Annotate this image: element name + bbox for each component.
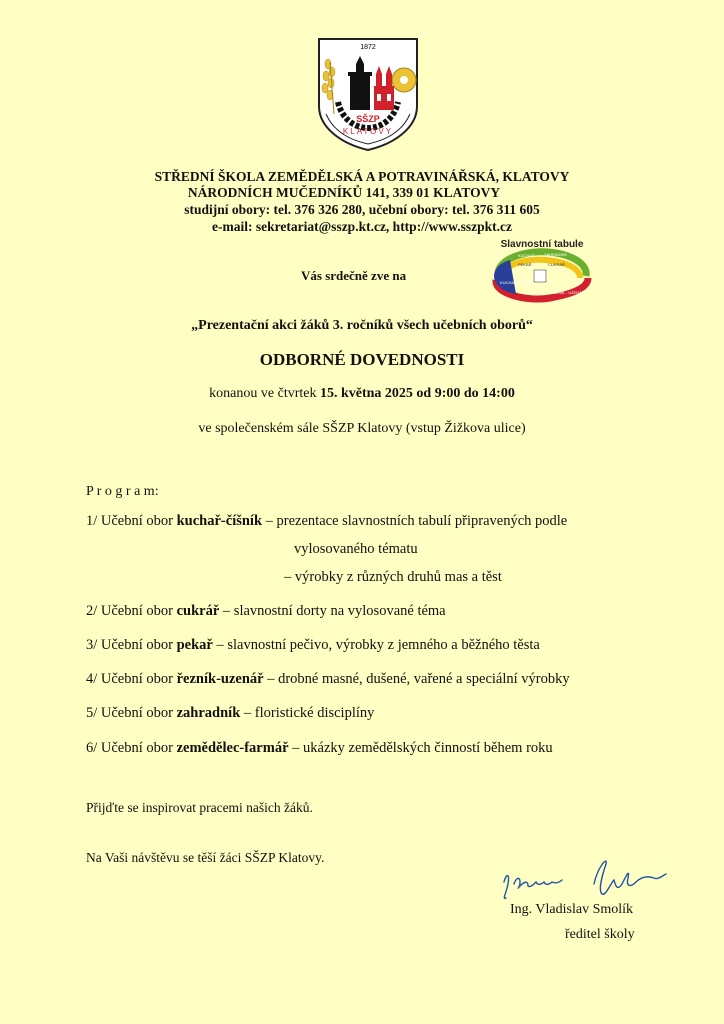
invite-text: Vás srdečně zve na [301, 268, 407, 283]
program-label: P r o g r a m: [86, 484, 159, 499]
svg-text:PEKAŘ: PEKAŘ [518, 262, 532, 267]
school-contact: e-mail: sekretariat@sszp.kt.cz, http://www.sszpkt.cz [212, 219, 512, 234]
svg-text:Slavnostní tabule: Slavnostní tabule [500, 239, 584, 250]
signatory-name: Ing. Vladislav Smolík [510, 902, 634, 917]
event-title: ODBORNÉ DOVEDNOSTI [259, 350, 465, 369]
svg-text:KUCHAŘ - ČÍŠNÍK: KUCHAŘ - ČÍŠNÍK [500, 280, 534, 285]
svg-text:CUKRÁŘ: CUKRÁŘ [548, 262, 565, 267]
school-name: STŘEDNÍ ŠKOLA ZEMĚDĚLSKÁ A POTRAVINÁŘSKÁ, KLATOVY [154, 169, 570, 184]
program-item-3: 3/ Učební obor pekař – slavnostní pečivo, výrobky z jemného a běžného těsta [86, 637, 540, 653]
closing-invite: Přijďte se inspirovat pracemi našich žáků. [86, 800, 313, 815]
program-item-1: 1/ Učební obor kuchař-číšník – prezentace slavnostních tabulí připravených podle [86, 513, 568, 529]
crest-name: SŠZP [356, 114, 380, 124]
program-item-6: 6/ Učební obor zemědělec-farmář – ukázky zemědělských činností během roku [86, 740, 553, 756]
event-date [0, 386, 724, 402]
program-item-1-cont2: – výrobky z různých druhů mas a těst [284, 569, 502, 585]
school-address: NÁRODNÍCH MUČEDNÍKŮ 141, 339 01 KLATOVY [187, 185, 501, 200]
program-item-1-cont1: vylosovaného tématu [294, 541, 418, 557]
slavnostni-tabule-logo [488, 236, 596, 306]
program-item-2: 2/ Učební obor cukrář – slavnostní dorty na vylosované téma [86, 603, 446, 619]
handwritten-signature [498, 854, 668, 906]
event-venue: ve společenském sále SŠZP Klatovy (vstup Žižkova ulice) [198, 421, 526, 436]
school-phones: studijní obory: tel. 376 326 280, učební obory: tel. 376 311 605 [184, 202, 540, 217]
svg-text:ZAHRADNÍK: ZAHRADNÍK [544, 252, 568, 257]
crest-year: 1872 [360, 44, 376, 51]
closing-greeting: Na Vaši návštěvu se těší žáci SŠZP Klatovy. [86, 850, 325, 865]
svg-text:ŘEZNÍK - UZENÁŘ: ŘEZNÍK - UZENÁŘ [550, 290, 585, 295]
program-item-4: 4/ Učební obor řezník-uzenář – drobné masné, dušené, vařené a speciální výrobky [86, 671, 570, 687]
signatory-title: ředitel školy [565, 927, 635, 942]
event-date-prefix: konanou ve čtvrtek [209, 386, 320, 401]
event-subtitle: „Prezentační akci žáků 3. ročníků všech učebních oborů“ [191, 318, 533, 333]
school-crest-logo [316, 36, 420, 152]
svg-text:KUCHAŘ: KUCHAŘ [518, 253, 535, 258]
crest-town: KLATOVY [342, 127, 394, 136]
event-date-value: 15. května 2025 od 9:00 do 14:00 [319, 386, 515, 401]
program-item-5: 5/ Učební obor zahradník – floristické disciplíny [86, 705, 375, 721]
